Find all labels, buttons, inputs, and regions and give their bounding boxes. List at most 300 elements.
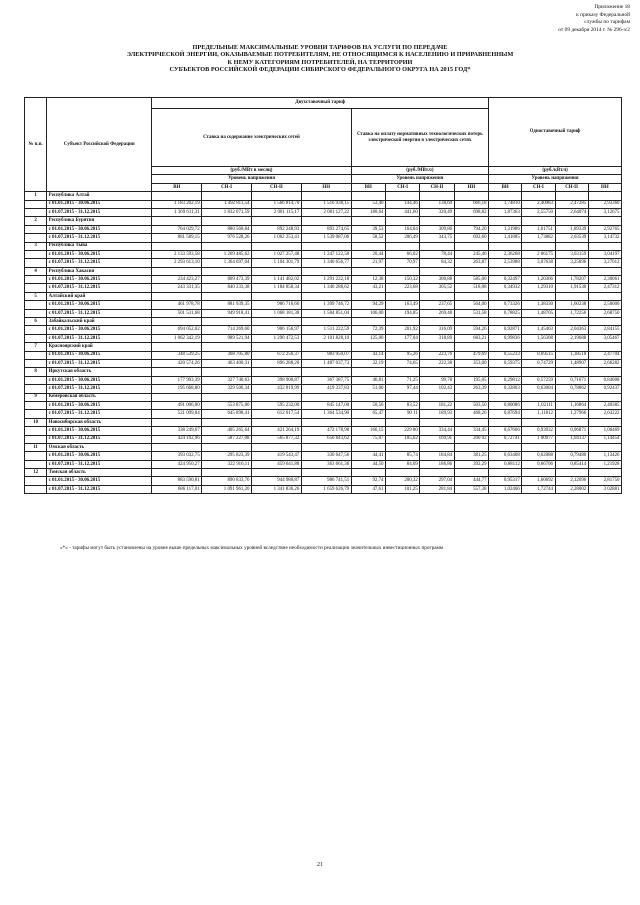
one-value-cell: 2 86175 — [522, 250, 555, 258]
empty-cell — [522, 292, 555, 300]
maint-value-cell: 419 543,47 — [251, 452, 301, 460]
maint-value-cell: 338 249,67 — [152, 427, 202, 435]
maint-value-cell: 672 256,37 — [251, 351, 301, 359]
empty-cell — [385, 469, 419, 477]
empty-cell — [420, 242, 454, 250]
one-value-cell: 3,07638 — [522, 259, 555, 267]
region-row — [25, 368, 622, 376]
maint-value-cell: 463 400,31 — [202, 359, 252, 367]
region-name: Красноярский край — [47, 343, 152, 351]
approval-note — [430, 4, 630, 34]
period-row — [25, 200, 622, 208]
empty-cell — [25, 309, 47, 317]
one-value-cell: 2,63222 — [588, 410, 621, 418]
maint-value-cell: 1 539 087,06 — [301, 234, 351, 242]
empty-cell — [351, 469, 385, 477]
empty-cell — [385, 343, 419, 351]
empty-cell — [522, 242, 555, 250]
one-value-cell: 0,92437 — [588, 385, 621, 393]
loss-value-cell: 468,26 — [454, 410, 488, 418]
period-row — [25, 485, 622, 493]
empty-cell — [454, 318, 488, 326]
region-number: 10 — [25, 418, 47, 426]
empty-cell — [555, 418, 588, 426]
empty-cell — [152, 242, 202, 250]
region-number: 2 — [25, 217, 47, 225]
empty-cell — [522, 217, 555, 225]
region-number: 3 — [25, 242, 47, 250]
empty-cell — [202, 393, 252, 401]
empty-cell — [25, 401, 47, 409]
loss-value-cell: 53,40 — [351, 200, 385, 208]
empty-cell — [25, 427, 47, 435]
empty-cell — [555, 242, 588, 250]
one-value-cell: 2,28002 — [555, 485, 588, 493]
empty-cell — [251, 418, 301, 426]
maint-value-cell: 195 668,80 — [152, 385, 202, 393]
one-value-cell: 2,84155 — [588, 326, 621, 334]
one-value-cell: 1,11812 — [522, 410, 555, 418]
region-number: 7 — [25, 343, 47, 351]
period-row — [25, 452, 622, 460]
empty-cell — [152, 443, 202, 451]
period-label: с 01.01.2015 - 30.06.2015 — [47, 376, 152, 384]
period-label: с 01.07.2015 - 31.12.2015 — [47, 208, 152, 216]
loss-value-cell: 72,39 — [351, 326, 385, 334]
empty-cell — [555, 393, 588, 401]
loss-value-cell: 186,86 — [420, 460, 454, 468]
region-row — [25, 267, 622, 275]
loss-value-cell: 184,84 — [420, 452, 454, 460]
maint-value-cell: 1 062 253,41 — [251, 234, 301, 242]
one-value-cell: 0,59375 — [489, 359, 522, 367]
loss-value-cell: 223,68 — [385, 284, 419, 292]
one-value-cell: 3,14732 — [588, 234, 621, 242]
empty-cell — [202, 418, 252, 426]
empty-cell — [385, 443, 419, 451]
loss-value-cell: 683,21 — [454, 334, 488, 342]
maint-value-cell: 986 716,66 — [251, 301, 301, 309]
maint-value-cell: 883 590,81 — [152, 477, 202, 485]
header-voltage-level: Уровень напряжения — [489, 175, 622, 183]
one-value-cell: 3,25896 — [555, 259, 588, 267]
period-label: с 01.01.2015 - 30.06.2015 — [47, 250, 152, 258]
empty-cell — [555, 217, 588, 225]
one-value-cell: 2,19688 — [555, 334, 588, 342]
maint-value-cell: 367 387,75 — [301, 376, 351, 384]
one-value-cell: 1,72744 — [522, 485, 555, 493]
empty-cell — [25, 200, 47, 208]
loss-value-cell: 334,45 — [454, 427, 488, 435]
empty-cell — [25, 359, 47, 367]
maint-value-cell: 989 521,94 — [202, 334, 252, 342]
one-value-cell: 2,66282 — [588, 359, 621, 367]
period-label: с 01.07.2015 - 31.12.2015 — [47, 485, 152, 493]
document-title — [70, 44, 570, 74]
maint-value-cell: 521 099,04 — [152, 410, 202, 418]
empty-cell — [420, 443, 454, 451]
period-row — [25, 401, 622, 409]
empty-cell — [351, 217, 385, 225]
loss-value-cell: 181,22 — [420, 401, 454, 409]
empty-cell — [351, 318, 385, 326]
maint-value-cell: 890 833,76 — [202, 477, 252, 485]
empty-cell — [489, 192, 522, 200]
page-number: 21 — [317, 862, 323, 868]
loss-value-cell: 65,47 — [351, 410, 385, 418]
region-name: Томская область — [47, 469, 152, 477]
header-two-part: Двухставочный тариф — [152, 98, 489, 109]
loss-value-cell: 44,50 — [351, 460, 385, 468]
loss-value-cell: 97,44 — [385, 385, 419, 393]
empty-cell — [202, 192, 252, 200]
loss-value-cell: 229 80 — [385, 427, 419, 435]
level-nn: НН — [301, 183, 351, 191]
empty-cell — [555, 368, 588, 376]
one-value-cell: 2,64074 — [555, 208, 588, 216]
loss-value-cell: 320,49 — [420, 208, 454, 216]
maint-value-cell: 892 248,93 — [251, 225, 301, 233]
one-value-cell: 1,02466 — [489, 485, 522, 493]
empty-cell — [351, 292, 385, 300]
empty-cell — [420, 318, 454, 326]
loss-value-cell: 200 02 — [454, 435, 488, 443]
region-row — [25, 443, 622, 451]
empty-cell — [385, 292, 419, 300]
region-number: 6 — [25, 318, 47, 326]
empty-cell — [301, 393, 351, 401]
level-sn1: СН-I — [385, 183, 419, 191]
maint-value-cell: 944 980,87 — [251, 477, 301, 485]
loss-value-cell: 269,48 — [420, 309, 454, 317]
loss-value-cell: 125,00 — [351, 334, 385, 342]
maint-value-cell: 1 247 122,58 — [301, 250, 351, 258]
region-number: 1 — [25, 192, 47, 200]
one-value-cell: 1,38330 — [522, 301, 555, 309]
region-name: Забайкальский край — [47, 318, 152, 326]
one-value-cell: 0,80086 — [489, 401, 522, 409]
one-value-cell: 0,87694 — [489, 410, 522, 418]
one-value-cell: 2,50000 — [588, 301, 621, 309]
approval-line: к приказу Федеральной — [576, 11, 630, 18]
maint-value-cell: 405 265,64 — [202, 427, 252, 435]
one-value-cell: 0,68112 — [489, 460, 522, 468]
maint-value-cell: 1 341 836,26 — [251, 485, 301, 493]
one-value-cell: 0,99836 — [489, 334, 522, 342]
one-value-cell: 1,60238 — [555, 301, 588, 309]
loss-value-cell: 263,39 — [454, 385, 488, 393]
empty-cell — [301, 343, 351, 351]
loss-value-cell: 195,05 — [454, 376, 488, 384]
region-name: Республика Бурятия — [47, 217, 152, 225]
loss-value-cell: 557,38 — [454, 485, 488, 493]
region-number: 4 — [25, 267, 47, 275]
maint-value-cell: 840 233,38 — [202, 284, 252, 292]
loss-value-cell: 692,60 — [454, 234, 488, 242]
one-value-cell: 0,29812 — [489, 376, 522, 384]
loss-value-cell: 201,92 — [385, 326, 419, 334]
empty-cell — [251, 242, 301, 250]
level-nn: НН — [588, 183, 621, 191]
one-value-cell: 1,29310 — [522, 284, 555, 292]
maint-value-cell: 694 052,02 — [152, 326, 202, 334]
empty-cell — [152, 368, 202, 376]
empty-cell — [351, 192, 385, 200]
level-sn2: СН-II — [251, 183, 301, 191]
loss-value-cell: 75,07 — [351, 435, 385, 443]
empty-cell — [522, 343, 555, 351]
loss-value-cell: 305,52 — [420, 284, 454, 292]
one-value-cell: 0,66706 — [522, 460, 555, 468]
maint-value-cell: 322 916,11 — [202, 460, 252, 468]
empty-cell — [588, 443, 621, 451]
period-row — [25, 326, 622, 334]
level-sn2: СН-II — [420, 183, 454, 191]
period-label: с 01.01.2015 - 30.06.2015 — [47, 225, 152, 233]
empty-cell — [202, 292, 252, 300]
loss-value-cell: 318,89 — [420, 334, 454, 342]
empty-cell — [202, 469, 252, 477]
empty-cell — [251, 368, 301, 376]
loss-value-cell: 39,53 — [351, 225, 385, 233]
one-value-cell: 2,40983 — [522, 200, 555, 208]
loss-value-cell: 21,97 — [351, 259, 385, 267]
loss-value-cell: 32,19 — [351, 359, 385, 367]
empty-cell — [25, 351, 47, 359]
maint-value-cell: 2 133 593,58 — [152, 250, 202, 258]
one-value-cell: 2,68750 — [588, 309, 621, 317]
one-value-cell: 1,02111 — [522, 401, 555, 409]
maint-value-cell: 1 340 288,62 — [301, 284, 351, 292]
maint-value-cell: 645 898,41 — [202, 410, 252, 418]
loss-value-cell: 144,46 — [385, 200, 419, 208]
maint-value-cell: 1 566 814,70 — [251, 200, 301, 208]
one-value-cell: 1,72256 — [555, 309, 588, 317]
empty-cell — [454, 443, 488, 451]
maint-value-cell: 587 227,08 — [202, 435, 252, 443]
loss-value-cell: 180,64 — [351, 208, 385, 216]
one-value-cell: 3 02881 — [588, 485, 621, 493]
maint-value-cell: 845 147,00 — [301, 401, 351, 409]
one-value-cell: 2,93360 — [588, 200, 621, 208]
one-value-cell: 2,40385 — [588, 401, 621, 409]
period-row — [25, 234, 622, 242]
region-number: 9 — [25, 393, 47, 401]
empty-cell — [555, 318, 588, 326]
empty-cell — [588, 469, 621, 477]
one-value-cell: 0,85414 — [555, 460, 588, 468]
empty-cell — [555, 192, 588, 200]
empty-cell — [454, 469, 488, 477]
one-value-cell: 0,72741 — [489, 435, 522, 443]
empty-cell — [25, 225, 47, 233]
period-row — [25, 351, 622, 359]
region-row — [25, 192, 622, 200]
maint-value-cell: 1 269 485,62 — [202, 250, 252, 258]
maint-value-cell: 686 117,01 — [152, 485, 202, 493]
one-value-cell: 1,87363 — [489, 208, 522, 216]
loss-value-cell: 70,97 — [385, 259, 419, 267]
one-value-cell: 0,74729 — [522, 359, 555, 367]
region-name: Республика Алтай — [47, 192, 152, 200]
loss-value-cell: 698,82 — [454, 208, 488, 216]
loss-value-cell: 66,02 — [385, 250, 419, 258]
loss-value-cell: 164,04 — [385, 225, 419, 233]
loss-value-cell: 43,21 — [351, 284, 385, 292]
approval-line: от 09 декабря 2014 г. № 296-э/2 — [558, 26, 630, 33]
period-label: с 01.01.2015 - 30.06.2015 — [47, 200, 152, 208]
maint-value-cell: 327 740,63 — [202, 376, 252, 384]
loss-value-cell: 300,88 — [420, 276, 454, 284]
empty-cell — [420, 343, 454, 351]
header-voltage-level: Уровень напряжения — [351, 175, 488, 183]
maint-value-cell: 363 661,36 — [301, 460, 351, 468]
maint-value-cell: 880 560,84 — [202, 225, 252, 233]
period-label: с 01.07.2015 - 31.12.2015 — [47, 259, 152, 267]
maint-value-cell: 348 539,25 — [152, 351, 202, 359]
region-name: Иркутская область — [47, 368, 152, 376]
region-name: Кемеровская область — [47, 393, 152, 401]
empty-cell — [25, 376, 47, 384]
loss-value-cell: 189,93 — [420, 410, 454, 418]
header-unit-one: (руб./кВт.ч) — [489, 167, 622, 175]
one-value-cell: 1,60692 — [522, 477, 555, 485]
empty-cell — [25, 208, 47, 216]
empty-cell — [489, 393, 522, 401]
loss-value-cell: 263,87 — [454, 259, 488, 267]
loss-value-cell: 106,00 — [351, 309, 385, 317]
loss-value-cell: 47,61 — [351, 485, 385, 493]
empty-cell — [152, 217, 202, 225]
period-row — [25, 225, 622, 233]
loss-value-cell: 503,50 — [454, 401, 488, 409]
empty-cell — [489, 318, 522, 326]
empty-cell — [351, 368, 385, 376]
loss-value-cell: 594,26 — [454, 326, 488, 334]
maint-value-cell: 1 290 472,53 — [251, 334, 301, 342]
maint-value-cell: 234 423,27 — [152, 276, 202, 284]
one-value-cell: 0,69515 — [522, 351, 555, 359]
period-label: с 01.07.2015 - 31.12.2015 — [47, 460, 152, 468]
period-label: с 01.01.2015 - 30.06.2015 — [47, 477, 152, 485]
maint-value-cell: 2 101 828,10 — [301, 334, 351, 342]
period-label: с 01.07.2015 - 31.12.2015 — [47, 410, 152, 418]
empty-cell — [351, 443, 385, 451]
maint-value-cell: 420 574,26 — [152, 359, 202, 367]
empty-cell — [555, 443, 588, 451]
maint-value-cell: 295 823,39 — [202, 452, 252, 460]
empty-cell — [301, 292, 351, 300]
loss-value-cell: 343,75 — [420, 234, 454, 242]
empty-cell — [522, 469, 555, 477]
maint-value-cell: 432 819,99 — [251, 385, 301, 393]
one-value-cell: 0,62088 — [522, 452, 555, 460]
loss-value-cell: 281,84 — [420, 485, 454, 493]
loss-value-cell: 200,32 — [385, 477, 419, 485]
maint-value-cell: 764 029,72 — [152, 225, 202, 233]
header-voltage-level: Уровень напряжения — [152, 175, 351, 183]
period-row — [25, 385, 622, 393]
region-number: 8 — [25, 368, 47, 376]
one-value-cell: 1,61751 — [522, 225, 555, 233]
maint-value-cell: 2 081 127,22 — [301, 208, 351, 216]
maint-value-cell: 2 293 613,10 — [152, 259, 202, 267]
empty-cell — [522, 368, 555, 376]
loss-value-cell: 46,81 — [351, 376, 385, 384]
loss-value-cell: 71,25 — [385, 376, 419, 384]
empty-cell — [25, 385, 47, 393]
period-label: с 01.01.2015 - 30.06.2015 — [47, 326, 152, 334]
level-sn1: СН-I — [202, 183, 252, 191]
empty-cell — [202, 217, 252, 225]
one-value-cell: 1,45403 — [522, 326, 555, 334]
header-one-part: Одноставочный тариф — [489, 98, 622, 167]
empty-cell — [555, 343, 588, 351]
period-label: с 01.01.2015 - 30.06.2015 — [47, 401, 152, 409]
header-unit-loss: (руб./МВт.ч) — [351, 167, 488, 175]
one-value-cell: 1,91530 — [555, 284, 588, 292]
region-row — [25, 393, 622, 401]
empty-cell — [351, 343, 385, 351]
empty-cell — [420, 368, 454, 376]
one-value-cell: 0,32803 — [489, 385, 522, 393]
tariff-table — [24, 97, 622, 494]
maint-value-cell: 1 141 482,02 — [251, 276, 301, 284]
loss-value-cell: 444,77 — [454, 477, 488, 485]
empty-cell — [385, 267, 419, 275]
region-row — [25, 292, 622, 300]
loss-value-cell: 43,14 — [351, 351, 385, 359]
period-label: с 01.07.2015 - 31.12.2015 — [47, 435, 152, 443]
empty-cell — [351, 418, 385, 426]
maint-value-cell: 714 269,60 — [202, 326, 252, 334]
period-label: с 01.07.2015 - 31.12.2015 — [47, 309, 152, 317]
empty-cell — [25, 435, 47, 443]
empty-cell — [25, 460, 47, 468]
loss-value-cell: 95,26 — [385, 351, 419, 359]
one-value-cell: 2,03539 — [555, 234, 588, 242]
empty-cell — [202, 368, 252, 376]
maint-value-cell: 595 232,00 — [251, 401, 301, 409]
level-nn: НН — [454, 183, 488, 191]
maint-value-cell: 330 647,56 — [301, 452, 351, 460]
empty-cell — [251, 217, 301, 225]
empty-cell — [152, 418, 202, 426]
empty-cell — [588, 343, 621, 351]
empty-cell — [301, 368, 351, 376]
region-row — [25, 217, 622, 225]
maint-value-cell: 881 589,15 — [152, 234, 202, 242]
one-value-cell: 0,57259 — [522, 376, 555, 384]
empty-cell — [25, 284, 47, 292]
period-label: с 01.07.2015 - 31.12.2015 — [47, 334, 152, 342]
loss-value-cell: 99,78 — [420, 376, 454, 384]
empty-cell — [25, 485, 47, 493]
empty-cell — [251, 267, 301, 275]
maint-value-cell: 419 337,83 — [301, 385, 351, 393]
empty-cell — [152, 469, 202, 477]
empty-cell — [588, 393, 621, 401]
maint-value-cell: 656 843,62 — [301, 435, 351, 443]
empty-cell — [152, 292, 202, 300]
empty-cell — [385, 368, 419, 376]
empty-cell — [454, 192, 488, 200]
empty-cell — [522, 318, 555, 326]
one-value-cell: 3,05467 — [588, 334, 621, 342]
one-value-cell: 3,27012 — [588, 259, 621, 267]
empty-cell — [301, 217, 351, 225]
loss-value-cell: 169,91 — [420, 435, 454, 443]
